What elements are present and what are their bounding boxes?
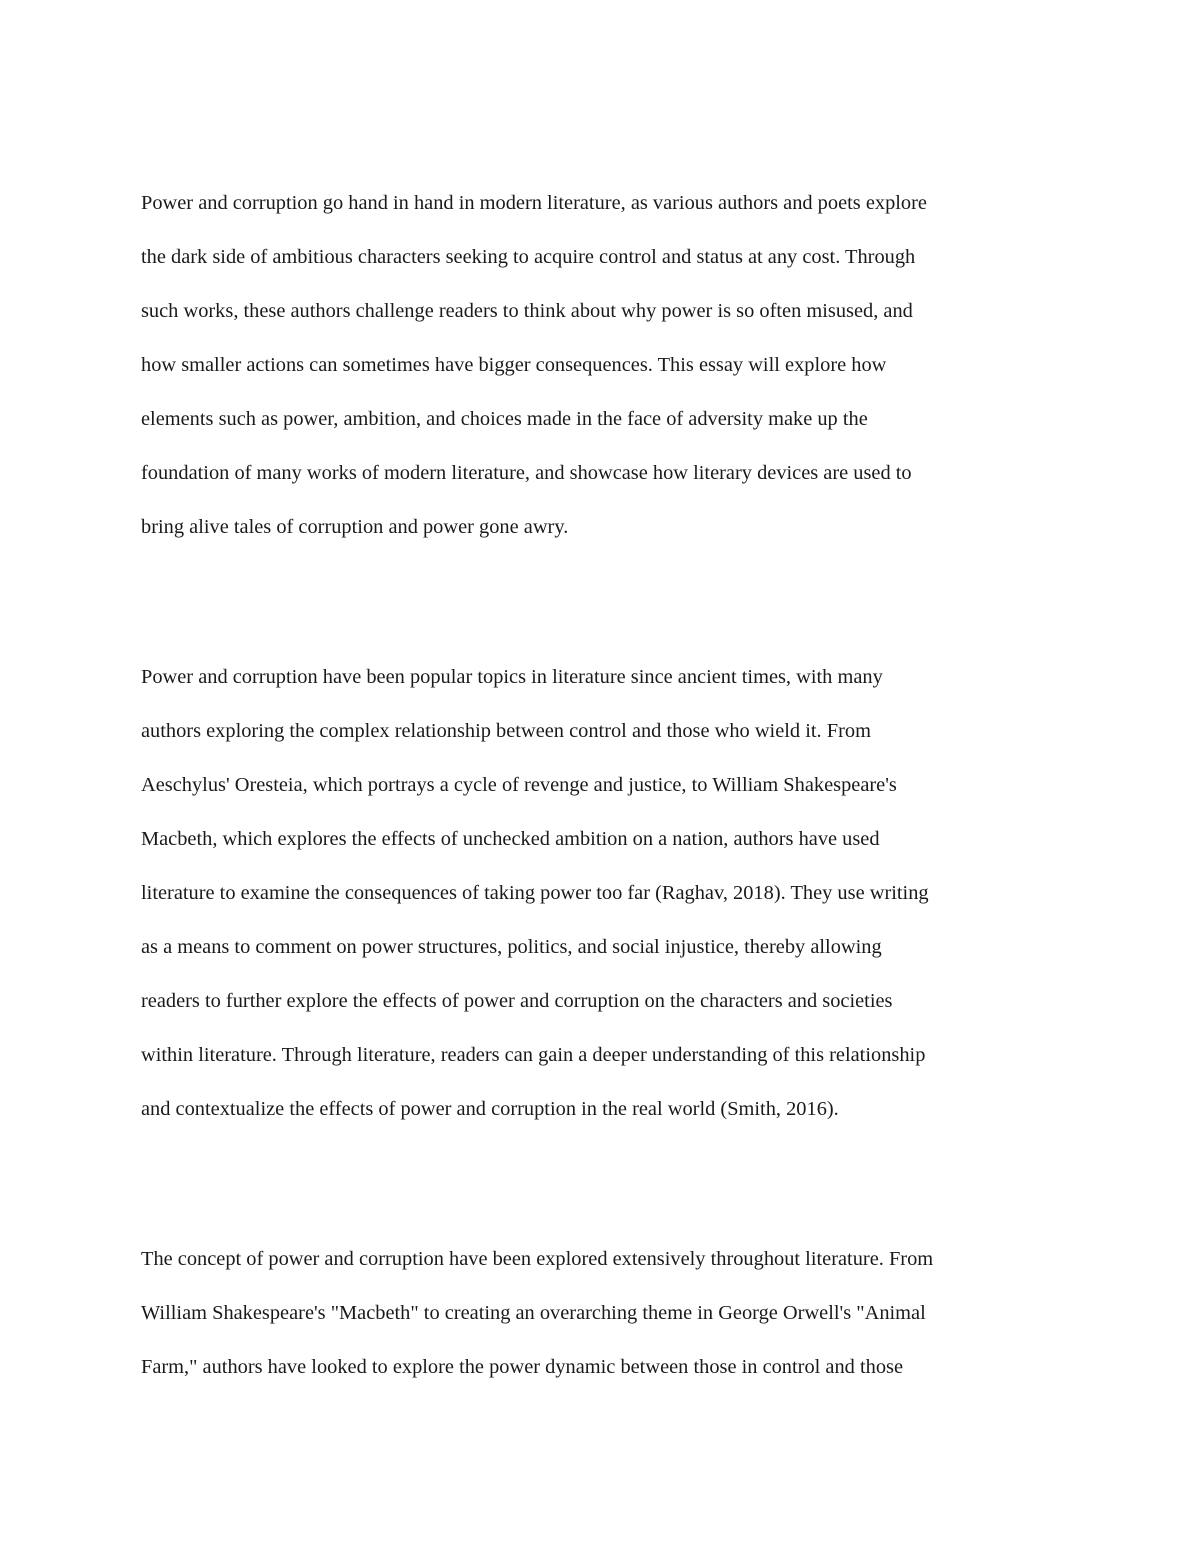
text-line: such works, these authors challenge readers to think about why power is so often misused, and — [141, 300, 913, 322]
text-line: readers to further explore the effects of power and corruption on the characters and societies — [141, 990, 893, 1012]
paragraph-spacer — [141, 1136, 1071, 1232]
text-line: Power and corruption have been popular topics in literature since ancient times, with many — [141, 666, 883, 688]
text-line: literature to examine the consequences of taking power too far (Raghav, 2018). They use writing — [141, 882, 929, 904]
text-line: the dark side of ambitious characters seeking to acquire control and status at any cost. Through — [141, 246, 916, 268]
text-line: Farm," authors have looked to explore the power dynamic between those in control and those — [141, 1356, 904, 1378]
text-line: and contextualize the effects of power and corruption in the real world (Smith, 2016). — [141, 1098, 839, 1120]
text-line: elements such as power, ambition, and choices made in the face of adversity make up the — [141, 408, 868, 430]
text-line: The concept of power and corruption have been explored extensively throughout literature. From — [141, 1248, 934, 1270]
text-line: Macbeth, which explores the effects of unchecked ambition on a nation, authors have used — [141, 828, 880, 850]
paragraph-introduction — [141, 176, 1071, 554]
paragraph-concept — [141, 1232, 1071, 1394]
text-line: Power and corruption go hand in hand in modern literature, as various authors and poets explore — [141, 192, 927, 214]
text-line: William Shakespeare's "Macbeth" to creating an overarching theme in George Orwell's "Animal — [141, 1302, 926, 1324]
text-line: authors exploring the complex relationship between control and those who wield it. From — [141, 720, 871, 742]
text-line: within literature. Through literature, readers can gain a deeper understanding of this relationship — [141, 1044, 926, 1066]
paragraph-history — [141, 650, 1071, 1136]
text-line: bring alive tales of corruption and power gone awry. — [141, 516, 569, 538]
paragraph-spacer — [141, 554, 1071, 650]
document-body — [141, 176, 1071, 1394]
text-line: foundation of many works of modern literature, and showcase how literary devices are used to — [141, 462, 912, 484]
text-line: how smaller actions can sometimes have bigger consequences. This essay will explore how — [141, 354, 887, 376]
text-line: Aeschylus' Oresteia, which portrays a cycle of revenge and justice, to William Shakespeare's — [141, 774, 897, 796]
text-line: as a means to comment on power structures, politics, and social injustice, thereby allowing — [141, 936, 882, 958]
